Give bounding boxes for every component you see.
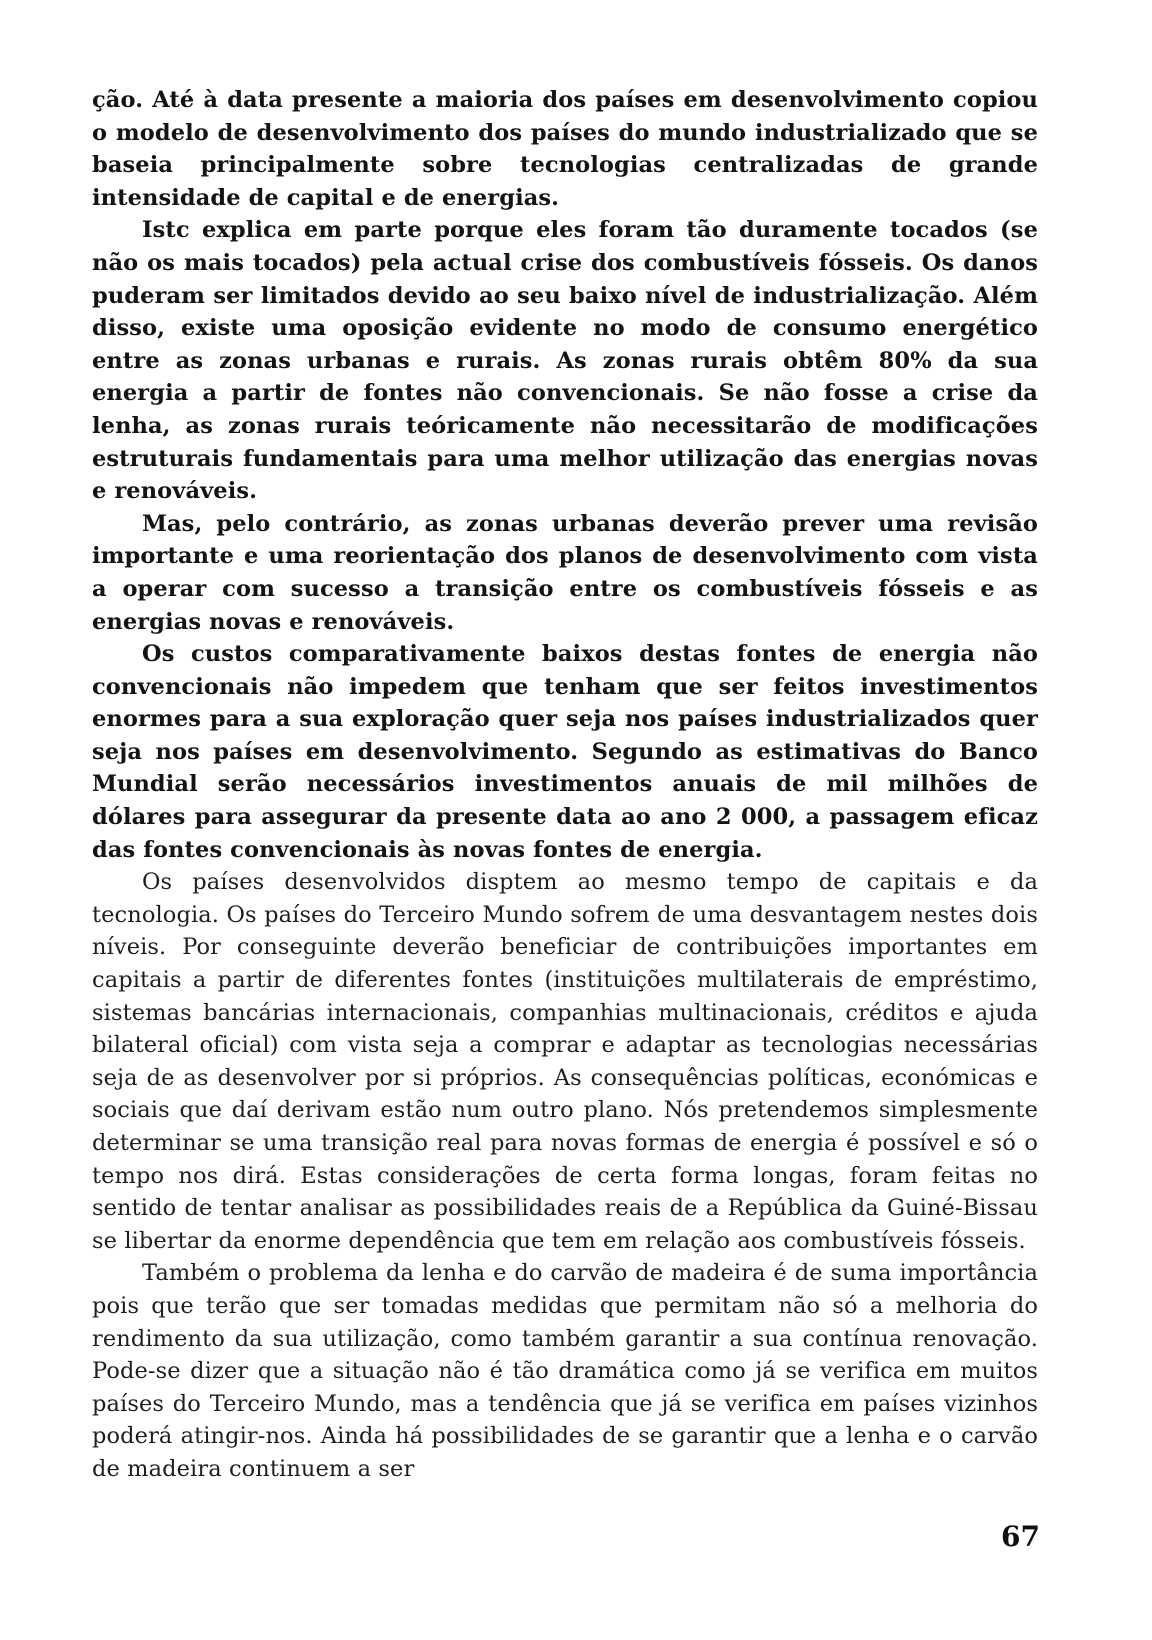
page-number: 67: [1001, 1520, 1040, 1553]
paragraph-2: Istc explica em parte porque eles foram tão duramente tocados (se não os mais tocados) pela actual crise dos combustíveis fósseis. Os danos puderam ser limitados devido ao seu baixo nível de industrialização. Além disso, existe uma oposição evidente no modo de consumo energético entre as zonas urbanas e rurais. As zonas rurais obtêm 80% da sua energia a partir de fontes não convencionais. Se não fosse a crise da lenha, as zonas rurais teóricamente não necessitarão de modificações estruturais fundamentais para uma melhor utilização das energias novas e renováveis.: [92, 217, 1038, 505]
page-body: [92, 84, 1038, 1486]
paragraph-4: Os custos comparativamente baixos destas fontes de energia não convencionais não impedem que tenham que ser feitos investimentos enormes para a sua exploração quer seja nos países industrializados quer seja nos países em desenvolvimento. Segundo as estimativas do Banco Mundial serão necessários investimentos anuais de mil milhões de dólares para assegurar da presente data ao ano 2 000, a passagem eficaz das fontes convencionais às novas fontes de energia.: [92, 641, 1038, 863]
paragraph-3: Mas, pelo contrário, as zonas urbanas deverão prever uma revisão importante e uma reorientação dos planos de desenvolvimento com vista a operar com sucesso a transição entre os combustíveis fósseis e as energias novas e renováveis.: [92, 510, 1038, 635]
paragraph-5: Os países desenvolvidos disptem ao mesmo tempo de capitais e da tecnologia. Os países do Terceiro Mundo sofrem de uma desvantagem nestes dois níveis. Por conseguinte deverão beneficiar de contribuições importantes em capitais a partir de diferentes fontes (instituições multilaterais de empréstimo, sistemas bancárias internacionais, companhias multinacionais, créditos e ajuda bilateral oficial) com vista seja a comprar e adaptar as tecnologias necessárias seja de as desenvolver por si próprios. As consequências políticas, económicas e sociais que daí derivam estão num outro plano. Nós pretendemos simplesmente determinar se uma transição real para novas formas de energia é possível e só o tempo nos dirá. Estas considerações de certa forma longas, foram feitas no sentido de tentar analisar as possibilidades reais de a República da Guiné-Bissau se libertar da enorme dependência que tem em relação aos combustíveis fósseis.: [92, 869, 1038, 1254]
paragraph-6: Também o problema da lenha e do carvão de madeira é de suma importância pois que terão que ser tomadas medidas que permitam não só a melhoria do rendimento da sua utilização, como também garantir a sua contínua renovação. Pode-se dizer que a situação não é tão dramática como já se verifica em muitos países do Terceiro Mundo, mas a tendência que já se verifica em países vizinhos poderá atingir-nos. Ainda há possibilidades de se garantir que a lenha e o carvão de madeira continuem a ser: [92, 1260, 1038, 1482]
paragraph-1: ção. Até à data presente a maioria dos países em desenvolvimento copiou o modelo de desenvolvimento dos países do mundo industrializado que se baseia principalmente sobre tecnologias centralizadas de grande intensidade de capital e de energias.: [92, 87, 1038, 211]
